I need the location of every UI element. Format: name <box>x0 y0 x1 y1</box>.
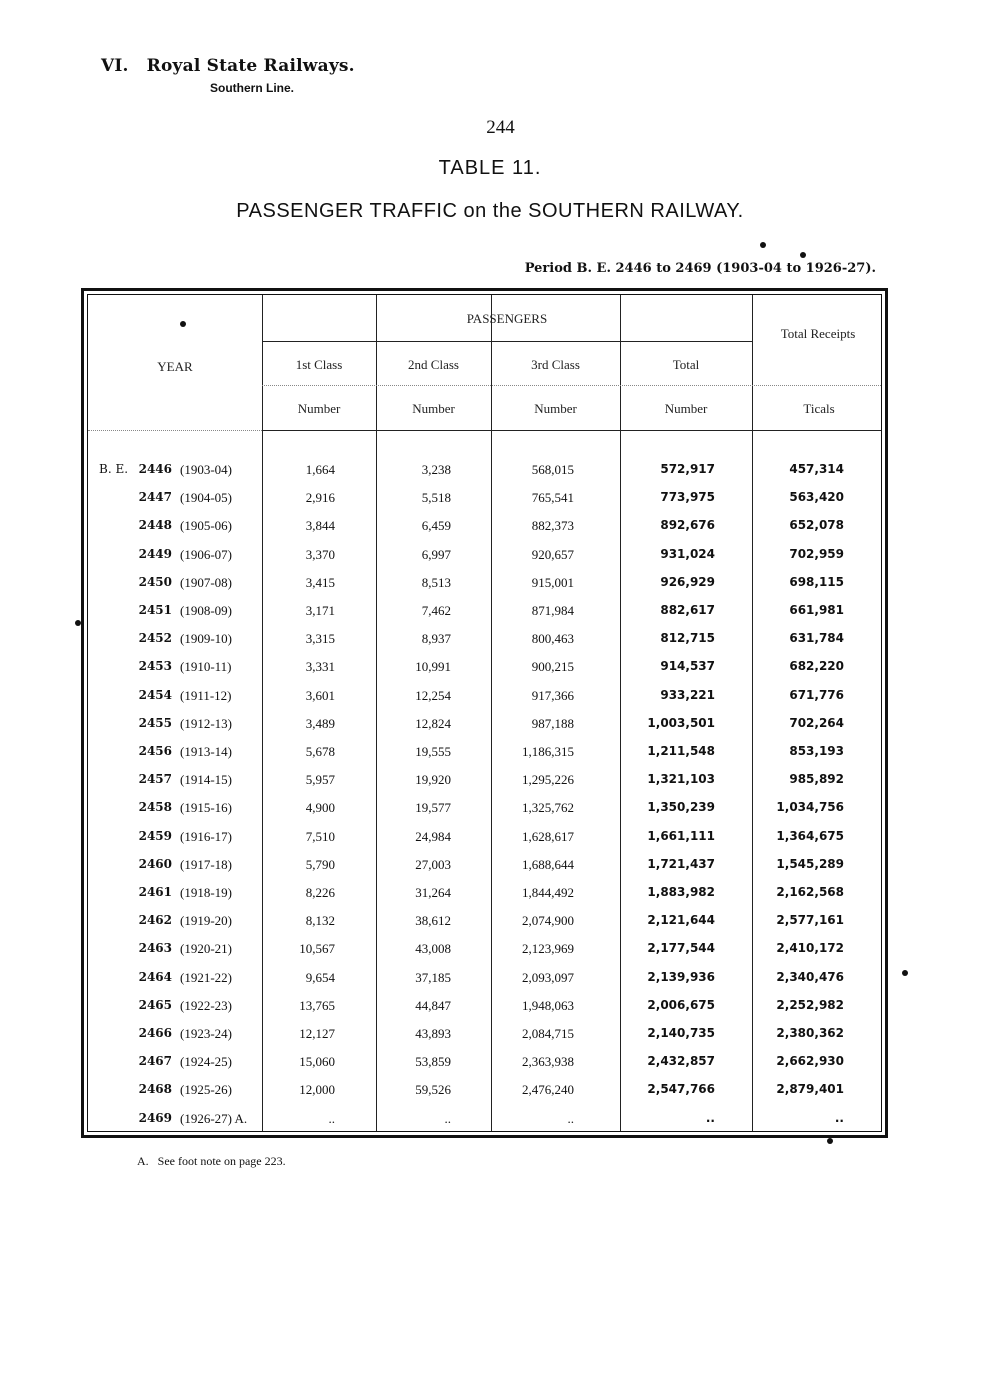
first-class-count: 8,132 <box>305 913 335 929</box>
total-passengers: 926,929 <box>660 574 715 589</box>
year-period: (1906-07) <box>180 546 232 562</box>
traffic-table <box>81 288 888 1138</box>
third-class-count: 2,084,715 <box>522 1026 574 1041</box>
year-be: 2465 <box>138 997 172 1012</box>
year-period: (1917-18) <box>180 856 232 872</box>
year-period: (1907-08) <box>180 574 232 590</box>
table-row <box>88 913 881 941</box>
table-row <box>88 772 881 800</box>
year-period: (1908-09) <box>180 603 232 618</box>
table-row <box>88 603 881 631</box>
year-be: 2464 <box>138 969 172 984</box>
year-period: (1920-21) <box>180 941 232 957</box>
total-receipts: 631,784 <box>789 631 844 646</box>
total-receipts: .. <box>834 1110 844 1125</box>
total-passengers: 2,547,766 <box>647 1082 715 1097</box>
year-be: 2459 <box>138 828 172 843</box>
third-class-count: 1,325,762 <box>522 800 574 816</box>
first-class-count: 5,790 <box>305 856 335 872</box>
year-period: (1922-23) <box>180 997 232 1013</box>
second-class-count: 43,893 <box>415 1026 451 1041</box>
section-header <box>101 56 355 76</box>
total-passengers: 2,121,644 <box>647 913 715 928</box>
year-period: (1923-24) <box>180 1026 232 1041</box>
third-class-count: 1,948,063 <box>522 997 574 1013</box>
unit-number-label: Number <box>412 401 455 416</box>
total-passengers: 1,003,501 <box>647 715 715 730</box>
second-class-count: 31,264 <box>415 885 451 900</box>
scan-speck <box>902 970 908 976</box>
first-class-count: 3,601 <box>305 687 335 703</box>
year-be: 2452 <box>138 631 172 646</box>
total-receipts: 702,264 <box>789 715 844 730</box>
total-receipts: 457,314 <box>789 462 844 476</box>
year-period: (1914-15) <box>180 772 232 788</box>
table-inner-border <box>87 294 882 1132</box>
unit-ticals-label: Ticals <box>803 401 835 416</box>
third-class-count: 915,001 <box>531 574 574 590</box>
third-class-count: 1,844,492 <box>522 885 574 900</box>
total-passengers: 773,975 <box>660 490 715 505</box>
year-be: 2469 <box>138 1110 172 1125</box>
year-be: 2450 <box>138 574 172 589</box>
first-class-count: 7,510 <box>305 828 335 844</box>
third-class-count: 2,093,097 <box>522 969 574 985</box>
third-class-count: 2,476,240 <box>522 1082 574 1098</box>
second-class-count: 6,997 <box>421 546 451 562</box>
year-be: 2466 <box>138 1026 172 1040</box>
total-passengers: 931,024 <box>660 546 715 561</box>
year-prefix: B. E. <box>99 462 129 476</box>
total-passengers: 933,221 <box>660 687 715 702</box>
first-class-count: 3,844 <box>305 518 335 534</box>
year-be: 2448 <box>138 518 172 533</box>
total-receipts: 698,115 <box>789 574 844 589</box>
first-class-count: 2,916 <box>305 490 335 506</box>
total-receipts: 2,380,362 <box>776 1026 844 1040</box>
total-receipts: 682,220 <box>789 659 844 674</box>
table-row <box>88 462 881 490</box>
table-row <box>88 885 881 913</box>
table-row <box>88 688 881 716</box>
scan-speck <box>827 1138 833 1144</box>
year-be: 2468 <box>138 1082 172 1097</box>
total-receipts-header: Total Receipts <box>780 326 856 341</box>
year-period: (1903-04) <box>180 462 232 477</box>
total-receipts: 1,364,675 <box>776 828 844 843</box>
unit-number-label: Number <box>297 401 341 416</box>
first-class-count: 5,678 <box>305 744 335 759</box>
table-row <box>88 1111 881 1139</box>
table-row <box>88 998 881 1026</box>
first-class-count: 3,489 <box>305 715 335 731</box>
table-period: Period B. E. 2446 to 2469 (1903-04 to 1926-27). <box>524 261 876 276</box>
year-header: YEAR <box>157 359 193 374</box>
total-receipts: 661,981 <box>789 603 844 617</box>
table-row <box>88 1082 881 1110</box>
second-class-count: 5,518 <box>421 490 451 506</box>
first-class-count: 15,060 <box>299 1054 335 1070</box>
table-row <box>88 970 881 998</box>
table-title: PASSENGER TRAFFIC on the SOUTHERN RAILWAY. <box>236 200 744 222</box>
header-bottom-rule <box>88 430 262 431</box>
second-class-count: 38,612 <box>415 913 451 929</box>
table-row <box>88 490 881 518</box>
third-class-count: 1,186,315 <box>522 744 574 759</box>
year-period: (1913-14) <box>180 744 232 759</box>
total-passengers: 2,177,544 <box>647 941 715 956</box>
total-receipts: 702,959 <box>789 546 844 561</box>
table-row <box>88 631 881 659</box>
total-receipts: 1,034,756 <box>776 800 844 815</box>
year-period: (1909-10) <box>180 631 232 647</box>
third-class-count: 920,657 <box>531 546 574 562</box>
year-period: (1912-13) <box>180 715 232 731</box>
year-be: 2456 <box>138 744 172 758</box>
second-class-count: 12,254 <box>415 687 451 703</box>
second-class-count: 12,824 <box>415 715 451 731</box>
total-passengers: 892,676 <box>660 518 715 533</box>
total-passengers: 1,350,239 <box>647 800 715 815</box>
total-passengers: 1,321,103 <box>647 772 715 787</box>
total-header: Total <box>672 357 700 372</box>
total-passengers: 1,661,111 <box>647 828 715 843</box>
year-period: (1910-11) <box>180 659 232 675</box>
total-passengers: 572,917 <box>660 462 715 476</box>
first-class-count: 3,171 <box>305 603 335 618</box>
second-class-count: 8,513 <box>421 574 451 590</box>
year-be: 2460 <box>138 856 172 871</box>
second-class-count: 19,577 <box>415 800 451 816</box>
first-class-count: 10,567 <box>299 941 335 957</box>
year-be: 2453 <box>138 659 172 674</box>
scan-speck <box>75 620 81 626</box>
table-row <box>88 1054 881 1082</box>
total-receipts: 853,193 <box>789 744 844 758</box>
total-passengers: 2,139,936 <box>647 969 715 984</box>
total-receipts: 2,879,401 <box>776 1082 844 1097</box>
third-class-count: 1,688,644 <box>522 856 574 872</box>
second-class-header: 2nd Class <box>408 357 459 372</box>
total-receipts: 2,252,982 <box>776 997 844 1012</box>
total-passengers: .. <box>705 1110 715 1125</box>
unit-number-label: Number <box>664 401 708 416</box>
year-period: (1925-26) <box>180 1082 232 1098</box>
table-number: TABLE 11. <box>438 157 542 179</box>
total-passengers: 812,715 <box>660 631 715 646</box>
third-class-count: 2,363,938 <box>522 1054 574 1070</box>
table-row <box>88 857 881 885</box>
third-class-count: 568,015 <box>531 462 574 477</box>
first-class-count: 12,127 <box>299 1026 335 1041</box>
units-header-rule <box>262 385 881 386</box>
third-class-count: 871,984 <box>531 603 574 618</box>
total-receipts: 1,545,289 <box>776 856 844 871</box>
subsection-title: Southern Line. <box>210 81 294 95</box>
first-class-count: 3,315 <box>305 631 335 647</box>
third-class-count: 987,188 <box>531 715 574 731</box>
first-class-count: 12,000 <box>299 1082 335 1098</box>
third-class-count: 2,123,969 <box>522 941 574 957</box>
year-be: 2467 <box>138 1054 172 1069</box>
table-row <box>88 716 881 744</box>
year-period: (1926-27) A. <box>180 1110 248 1126</box>
second-class-count: 3,238 <box>421 462 451 477</box>
total-receipts: 652,078 <box>789 518 844 533</box>
section-title: Royal State Railways. <box>146 56 355 76</box>
passengers-header-rule <box>262 341 752 342</box>
total-receipts: 985,892 <box>789 772 844 787</box>
second-class-count: 59,526 <box>415 1082 451 1098</box>
second-class-count: 6,459 <box>421 518 451 534</box>
first-class-count: 5,957 <box>305 772 335 788</box>
year-period: (1921-22) <box>180 969 232 985</box>
year-be: 2446 <box>138 462 172 476</box>
unit-number-label: Number <box>534 401 577 416</box>
total-receipts: 2,340,476 <box>776 969 844 984</box>
year-period: (1916-17) <box>180 828 232 844</box>
second-class-count: .. <box>444 1110 451 1126</box>
total-passengers: 1,883,982 <box>647 885 715 899</box>
second-class-count: 19,555 <box>415 744 451 759</box>
total-receipts: 2,577,161 <box>776 913 844 928</box>
total-receipts: 2,162,568 <box>776 885 844 899</box>
third-class-count: 917,366 <box>531 687 574 703</box>
third-class-count: 900,215 <box>531 659 574 675</box>
total-receipts: 2,410,172 <box>776 941 844 956</box>
third-class-count: 1,628,617 <box>522 828 574 844</box>
first-class-count: 9,654 <box>305 969 335 985</box>
table-row <box>88 829 881 857</box>
passengers-header: PASSENGERS <box>466 311 548 326</box>
third-class-count: 1,295,226 <box>522 772 574 788</box>
total-receipts: 671,776 <box>789 687 844 702</box>
total-receipts: 563,420 <box>789 490 844 505</box>
year-period: (1905-06) <box>180 518 232 534</box>
second-class-count: 7,462 <box>421 603 451 618</box>
first-class-count: 3,331 <box>305 659 335 675</box>
second-class-count: 53,859 <box>415 1054 451 1070</box>
second-class-count: 24,984 <box>415 828 451 844</box>
year-period: (1904-05) <box>180 490 232 506</box>
scan-speck <box>760 242 766 248</box>
third-class-count: 800,463 <box>531 631 574 647</box>
third-class-header: 3rd Class <box>531 357 580 372</box>
scan-speck <box>180 321 186 327</box>
first-class-count: 1,664 <box>305 462 335 477</box>
total-passengers: 2,006,675 <box>647 997 715 1012</box>
page-number: 244 <box>486 117 515 138</box>
table-row <box>88 659 881 687</box>
table-row <box>88 1026 881 1054</box>
table-row <box>88 547 881 575</box>
year-be: 2458 <box>138 800 172 815</box>
table-row <box>88 518 881 546</box>
year-be: 2463 <box>138 941 172 956</box>
second-class-count: 43,008 <box>415 941 451 957</box>
first-class-count: 3,370 <box>305 546 335 562</box>
first-class-count: 8,226 <box>305 885 335 900</box>
second-class-count: 37,185 <box>415 969 451 985</box>
second-class-count: 8,937 <box>421 631 451 647</box>
second-class-count: 27,003 <box>415 856 451 872</box>
table-row <box>88 744 881 772</box>
third-class-count: 882,373 <box>531 518 574 534</box>
total-passengers: 914,537 <box>660 659 715 674</box>
year-be: 2462 <box>138 913 172 928</box>
first-class-count: .. <box>328 1110 335 1126</box>
first-class-count: 4,900 <box>305 800 335 816</box>
year-period: (1924-25) <box>180 1054 232 1070</box>
total-passengers: 1,211,548 <box>647 744 715 758</box>
footnote: A. See foot note on page 223. <box>137 1154 286 1168</box>
second-class-count: 44,847 <box>415 997 451 1013</box>
year-be: 2447 <box>138 490 172 505</box>
total-receipts: 2,662,930 <box>776 1054 844 1069</box>
year-period: (1915-16) <box>180 800 232 816</box>
total-passengers: 2,432,857 <box>647 1054 715 1069</box>
table-row <box>88 800 881 828</box>
year-be: 2457 <box>138 772 172 787</box>
total-passengers: 882,617 <box>660 603 715 617</box>
third-class-count: 2,074,900 <box>522 913 574 929</box>
first-class-header: 1st Class <box>295 357 343 372</box>
third-class-count: 765,541 <box>531 490 574 506</box>
year-be: 2461 <box>138 885 172 899</box>
year-be: 2449 <box>138 546 172 561</box>
year-period: (1911-12) <box>180 687 232 703</box>
total-passengers: 1,721,437 <box>647 856 715 871</box>
scan-speck <box>800 252 806 258</box>
table-row <box>88 941 881 969</box>
third-class-count: .. <box>567 1110 574 1126</box>
year-period: (1919-20) <box>180 913 232 929</box>
table-row <box>88 575 881 603</box>
first-class-count: 3,415 <box>305 574 335 590</box>
second-class-count: 10,991 <box>415 659 451 675</box>
section-number: VI. <box>101 56 129 76</box>
year-be: 2451 <box>138 603 172 617</box>
header-bottom-rule <box>262 430 881 431</box>
year-be: 2455 <box>138 715 172 730</box>
total-passengers: 2,140,735 <box>647 1026 715 1040</box>
year-be: 2454 <box>138 687 172 702</box>
first-class-count: 13,765 <box>299 997 335 1013</box>
year-period: (1918-19) <box>180 885 232 900</box>
second-class-count: 19,920 <box>415 772 451 788</box>
